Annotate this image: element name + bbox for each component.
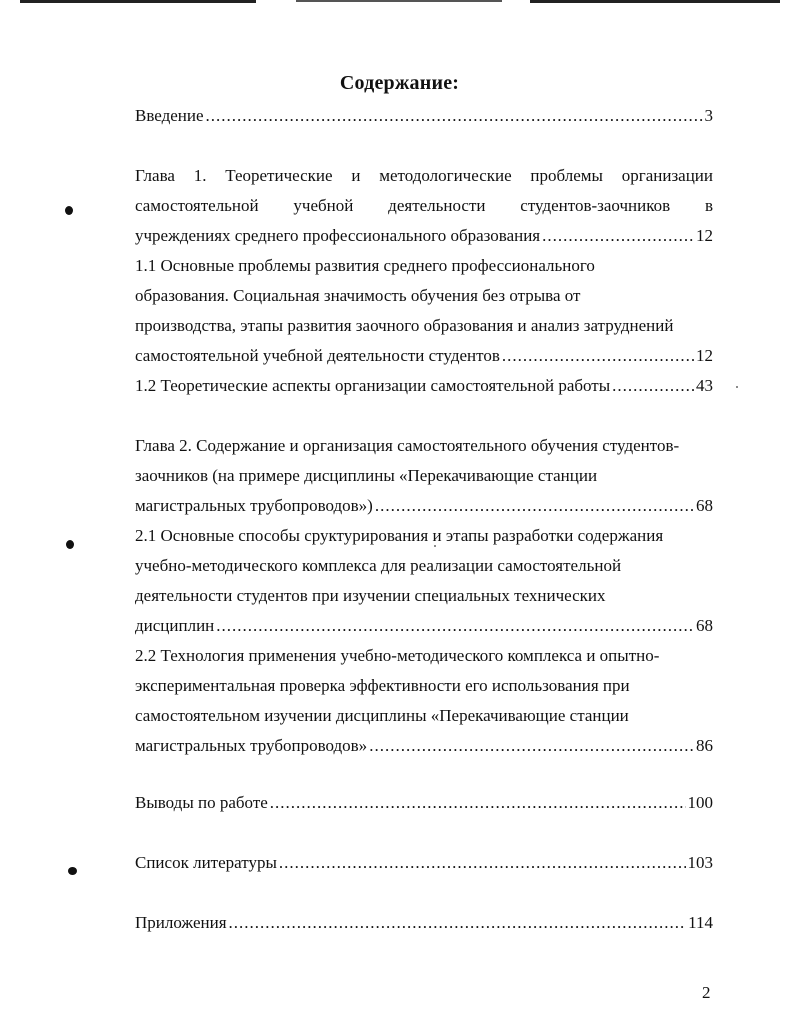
toc-section-2-2-line: экспериментальная проверка эффективности его использования при [135,676,630,695]
toc-page-number: 86 [696,736,713,755]
toc-page-number: 103 [687,853,713,872]
scan-speck [434,545,436,547]
toc-page-number: 12 [696,346,713,365]
toc-section-1-2 [135,371,713,401]
toc-entry-text: Выводы по работе [135,793,268,812]
toc-section-2-2-last-line [135,731,713,761]
toc-section-2-2-line: 2.2 Технология применения учебно-методического комплекса и опытно- [135,646,660,665]
toc-chapter-1-line: самостоятельной учебной деятельности студентов-заочников в [135,196,713,215]
toc-page-number: 68 [696,616,713,635]
toc-entry-text: дисциплин [135,616,215,635]
dot-leader [369,731,694,761]
dot-leader [542,221,694,251]
toc-section-2-2-line: самостоятельном изучении дисциплины «Перекачивающие станции [135,706,629,725]
toc-entry-text: самостоятельной учебной деятельности студентов [135,346,500,365]
scan-mark [65,206,73,215]
toc-entry-conclusions [135,788,713,818]
toc-entry-text: 1.2 Теоретические аспекты организации самостоятельной работы [135,376,611,395]
toc-section-2-1-line: 2.1 Основные способы сруктурирования и этапы разработки содержания [135,526,664,545]
toc-chapter-2-line: Глава 2. Содержание и организация самостоятельного обучения студентов- [135,436,680,455]
dot-leader [206,101,703,131]
top-border-fragment [20,0,256,3]
toc-chapter-1-line: Глава 1. Теоретические и методологические проблемы организации [135,166,713,185]
toc-entry-introduction [135,101,713,131]
toc-chapter-2-line: заочников (на примере дисциплины «Перекачивающие станции [135,466,598,485]
page-number: 2 [702,983,711,1002]
dot-leader [229,908,687,938]
toc-entry-text: магистральных трубопроводов» [135,736,368,755]
toc-entry-text: Введение [135,106,204,125]
dot-leader [375,491,694,521]
toc-page-number: 100 [687,793,713,812]
top-border-fragment [530,0,780,3]
page-title: Содержание: [339,72,460,94]
scan-speck [736,386,738,388]
dot-leader [612,371,694,401]
toc-page-number: 114 [688,913,713,932]
scan-mark [68,867,77,875]
toc-entry-appendices [135,908,713,938]
toc-entry-text: магистральных трубопроводов») [135,496,373,515]
toc-section-2-1-line: учебно-методического комплекса для реализации самостоятельной [135,556,622,575]
toc-entry-text: Приложения [135,913,227,932]
toc-section-2-1-line: деятельности студентов при изучении специальных технических [135,586,606,605]
dot-leader [279,848,686,878]
toc-section-1-1-line: образования. Социальная значимость обучения без отрыва от [135,286,581,305]
toc-entry-text: Список литературы [135,853,277,872]
toc-section-1-1-line: производства, этапы развития заочного образования и анализ затруднений [135,316,674,335]
scan-mark [66,540,74,549]
toc-chapter-1-last-line [135,221,713,251]
dot-leader [502,341,694,371]
toc-page-number: 68 [696,496,713,515]
toc-entry-text: учреждениях среднего профессионального образования [135,226,541,245]
toc-page-number: 43 [696,376,713,395]
toc-page-number: 3 [704,106,713,125]
top-border-fragment [296,0,502,2]
toc-page-number: 12 [696,226,713,245]
toc-chapter-2-last-line [135,491,713,521]
dot-leader [270,788,686,818]
toc-entry-bibliography [135,848,713,878]
toc-section-1-1-last-line [135,341,713,371]
toc-section-1-1-line: 1.1 Основные проблемы развития среднего профессионального [135,256,595,275]
toc-section-2-1-last-line [135,611,713,641]
dot-leader [216,611,694,641]
